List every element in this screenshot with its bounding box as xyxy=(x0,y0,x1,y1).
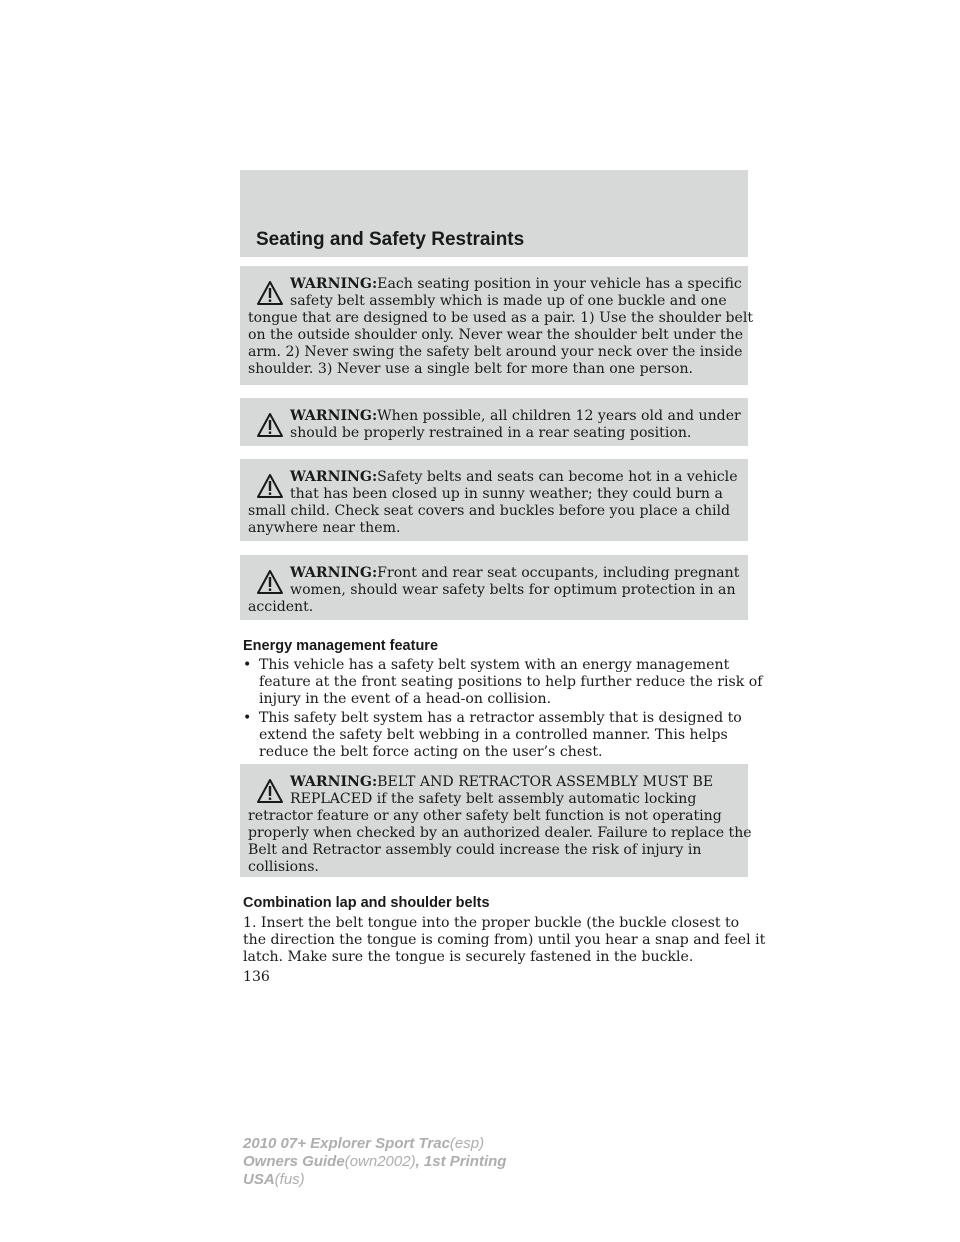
warning-box xyxy=(240,266,754,385)
warning-label: WARNING: xyxy=(290,408,378,424)
warning-text: WARNING:Safety belts and seats can become hot in a vehicle xyxy=(290,469,738,485)
warning-text: properly when checked by an authorized dealer. Failure to replace the xyxy=(248,825,752,841)
warning-triangle-icon xyxy=(256,412,284,438)
bullet-icon: • xyxy=(243,657,252,673)
warning-box xyxy=(240,459,748,541)
warning-text: anywhere near them. xyxy=(248,520,401,536)
warning-text: small child. Check seat covers and buckles before you place a child xyxy=(248,503,731,519)
warning-text: REPLACED if the safety belt assembly automatic locking xyxy=(290,791,697,807)
section-title: Seating and Safety Restraints xyxy=(256,229,525,250)
list-item: • This vehicle has a safety belt system with an energy management feature at the front seating positions to help further reduce the risk of injury in the event of a head-on collision. xyxy=(243,657,763,707)
warning-triangle-icon xyxy=(256,569,284,595)
warning-text: that has been closed up in sunny weather; they could burn a xyxy=(290,486,723,502)
warning-text: WARNING:BELT AND RETRACTOR ASSEMBLY MUST BE xyxy=(290,774,714,790)
warning-text: shoulder. 3) Never use a single belt for more than one person. xyxy=(248,361,694,377)
section-heading: Energy management feature xyxy=(243,638,439,654)
footer-imprint: 2010 07+ Explorer Sport Trac(esp) Owners Guide(own2002), 1st Printing USA(fus) xyxy=(243,1135,507,1188)
warning-label: WARNING: xyxy=(290,469,378,485)
warning-triangle-icon xyxy=(256,473,284,499)
warning-text: should be properly restrained in a rear seating position. xyxy=(290,425,692,441)
warning-text: collisions. xyxy=(248,859,319,875)
warning-text: women, should wear safety belts for optimum protection in an xyxy=(290,582,736,598)
warning-box xyxy=(240,555,748,620)
warning-text: safety belt assembly which is made up of one buckle and one xyxy=(290,293,727,309)
bullet-icon: • xyxy=(243,710,252,726)
warning-triangle-icon xyxy=(256,280,284,306)
list-item: • This safety belt system has a retractor assembly that is designed to extend the safety belt webbing in a controlled manner. This helps reduce the belt force acting on the user’s chest. xyxy=(243,710,742,760)
warning-label: WARNING: xyxy=(290,565,378,581)
section-heading: Combination lap and shoulder belts xyxy=(243,895,490,911)
warning-text: WARNING:Each seating position in your vehicle has a specific xyxy=(290,276,742,292)
warning-triangle-icon xyxy=(256,778,284,804)
bullet-list xyxy=(243,657,763,761)
warning-text: accident. xyxy=(248,599,314,615)
warning-text: Belt and Retractor assembly could increase the risk of injury in xyxy=(248,842,702,858)
warning-box xyxy=(240,764,752,877)
warning-text: arm. 2) Never swing the safety belt around your neck over the inside xyxy=(248,344,743,360)
warning-text: tongue that are designed to be used as a pair. 1) Use the shoulder belt xyxy=(248,310,754,326)
paragraph: 1. Insert the belt tongue into the proper buckle (the buckle closest to the direction the tongue is coming from) until you hear a snap and feel it latch. Make sure the tongue is securely fastened in the buckle. xyxy=(243,915,766,965)
warning-label: WARNING: xyxy=(290,774,378,790)
warning-label: WARNING: xyxy=(290,276,378,292)
page-number: 136 xyxy=(243,969,270,985)
warning-text: retractor feature or any other safety belt function is not operating xyxy=(248,808,722,824)
warning-box xyxy=(240,398,748,446)
warning-text: on the outside shoulder only. Never wear the shoulder belt under the xyxy=(248,327,744,343)
warning-text: WARNING:Front and rear seat occupants, including pregnant xyxy=(290,565,740,581)
warning-text: WARNING:When possible, all children 12 years old and under xyxy=(290,408,741,424)
